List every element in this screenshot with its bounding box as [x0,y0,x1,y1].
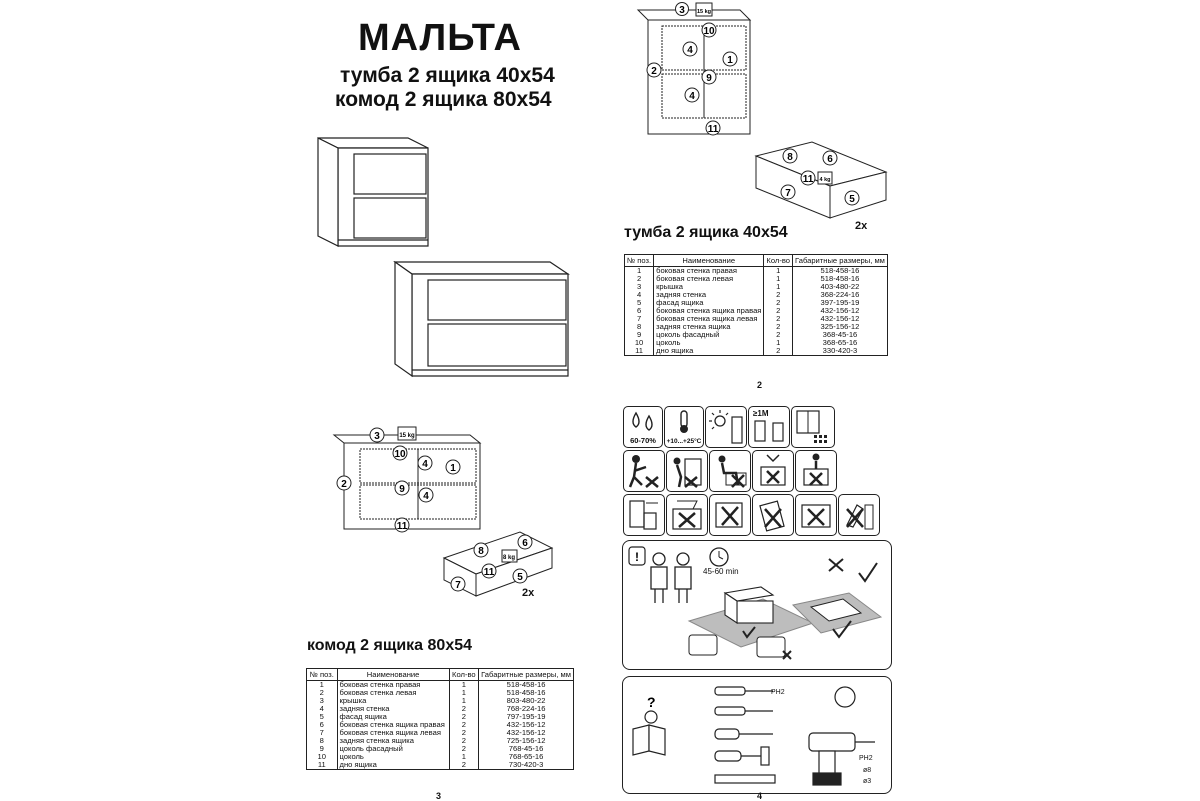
table-cell-qty: 1 [764,275,793,283]
tumba-exploded-diagram [636,2,761,137]
table-cell-dims: 518-458-16 [479,689,574,697]
table-cell-pos: 5 [625,299,654,307]
table-cell-pos: 3 [625,283,654,291]
no-chemicals-icon [838,494,880,536]
callout-9: 10 [394,449,406,460]
table-cell-pos: 11 [625,347,654,356]
komod-drawer-diagram [440,528,565,608]
table-cell-qty: 2 [764,331,793,339]
table-cell-qty: 2 [764,323,793,331]
svg-text:5: 5 [517,572,523,583]
table-cell-qty: 1 [449,681,479,690]
table-cell-pos: 6 [307,721,338,729]
table-cell-name: крышка [337,697,449,705]
table-cell-qty: 2 [449,761,479,770]
chest-illustration [390,250,580,385]
svg-text:9: 9 [706,73,712,84]
table-cell-dims: 368-45-16 [793,331,888,339]
no-stand-on-icon [795,450,837,492]
tip-over-icon [666,494,708,536]
tumba-drawer-diagram [752,138,892,233]
weight-drawer-label: 8 kg [502,555,516,561]
temperature-icon: +10...+25°C [664,406,704,448]
table-cell-name: задняя стенка [337,705,449,713]
table-cell-name: фасад ящика [337,713,449,721]
svg-text:11: 11 [483,567,495,578]
table-cell-dims: 768-45-16 [479,745,574,753]
callout-4b: 4 [423,491,429,502]
table-cell-name: цоколь фасадный [654,331,764,339]
page-number-4: 4 [757,791,763,801]
page-number-3: 3 [436,791,442,801]
table-cell-dims: 730-420-3 [479,761,574,770]
svg-text:10: 10 [703,26,715,37]
svg-text:2: 2 [651,66,657,77]
nightstand-illustration [310,128,445,253]
table-cell-name: цоколь фасадный [337,745,449,753]
table-cell-qty: 2 [449,713,479,721]
table-cell-dims: 368-65-16 [793,339,888,347]
table-cell-dims: 368-224-16 [793,291,888,299]
no-push-icon [752,494,794,536]
table-row [625,347,888,356]
assembly-preparation-panel [622,540,892,670]
table-cell-name: дно ящика [337,761,449,770]
table-cell-qty: 1 [449,689,479,697]
table-cell-name: крышка [654,283,764,291]
table-cell-name: боковая стенка ящика правая [337,721,449,729]
callout-9b: 9 [399,484,405,495]
tumba-section-title: тумба 2 ящика 40х54 [624,224,788,241]
tool-ph2-b: PH2 [859,755,873,762]
komod-section-title: комод 2 ящика 80х54 [307,637,473,654]
no-lift-by-top-icon [795,494,837,536]
table-cell-dims: 518-458-16 [793,275,888,283]
table-cell-pos: 10 [625,339,654,347]
sunlight-icon [705,406,747,448]
table-cell-name: задняя стенка [654,291,764,299]
table-cell-dims: 725-156-12 [479,737,574,745]
table-cell-pos: 9 [625,331,654,339]
svg-text:4: 4 [687,45,693,56]
callout-2: 2 [341,479,347,490]
wall-mount-icon [623,494,665,536]
table-cell-pos: 7 [307,729,338,737]
svg-text:11: 11 [802,174,814,185]
svg-text:?: ? [647,694,656,710]
no-overload-icon [752,450,794,492]
table-cell-name: боковая стенка ящика левая [337,729,449,737]
table-cell-pos: 5 [307,713,338,721]
table-cell-pos: 3 [307,697,338,705]
table-cell-name: боковая стенка ящика левая [654,315,764,323]
weight-top-label: 15 kg [399,433,415,439]
tumba-parts-table: № поз. Наименование Кол-во Габаритные размеры, мм 1 боковая стенка правая 1 518-458-16 2 боковая стенка левая 1 518-458-16 3 крышка 1 403-480-22 4 задняя стенка 2 368-224-16 5 фасад ящика 2 397-195-19 6 боковая стенка ящика правая 2 432-156-12 7 боковая стенка ящика левая 2 432-156-12 8 задняя стенка ящика 2 325-156-12 9 цоколь фасадный 2 368-45-16 10 цоколь 1 368-65-16 11 дно ящика 2 330-420-3 [624,254,888,356]
table-cell-qty: 1 [764,267,793,276]
tools-panel [622,676,892,794]
table-cell-dims: 325-156-12 [793,323,888,331]
svg-text:5: 5 [849,194,855,205]
table-cell-qty: 1 [764,283,793,291]
table-cell-pos: 4 [625,291,654,299]
table-cell-name: боковая стенка ящика правая [654,307,764,315]
no-sit-icon [709,450,751,492]
table-cell-qty: 1 [449,697,479,705]
svg-text:6: 6 [522,538,528,549]
svg-text:7: 7 [785,188,791,199]
window-icon [791,406,835,448]
table-cell-pos: 4 [307,705,338,713]
table-cell-name: фасад ящика [654,299,764,307]
callout-1: 1 [450,463,456,474]
komod-drawer-qty: 2x [522,587,535,599]
table-cell-qty: 1 [764,339,793,347]
page-number-2: 2 [757,380,763,390]
svg-text:8: 8 [787,152,793,163]
table-cell-name: цоколь [654,339,764,347]
svg-text:4: 4 [689,91,695,102]
table-cell-dims: 768-224-16 [479,705,574,713]
table-cell-qty: 2 [449,745,479,753]
table-cell-pos: 1 [307,681,338,690]
table-cell-qty: 2 [449,737,479,745]
product-subtitle-tumba: тумба 2 ящика 40х54 [340,64,555,87]
table-cell-dims: 518-458-16 [479,681,574,690]
product-title: МАЛЬТА [358,17,522,59]
table-row [307,761,574,770]
svg-text:6: 6 [827,154,833,165]
table-cell-dims: 797-195-19 [479,713,574,721]
table-cell-qty: 2 [764,291,793,299]
table-cell-pos: 9 [307,745,338,753]
table-cell-qty: 2 [764,299,793,307]
svg-text:8: 8 [478,546,484,557]
table-cell-qty: 2 [449,729,479,737]
tumba-weight-drawer: 4 kg [819,177,831,183]
table-cell-pos: 8 [625,323,654,331]
table-cell-name: боковая стенка правая [654,267,764,276]
callout-4: 4 [422,459,428,470]
table-cell-name: задняя стенка ящика [337,737,449,745]
table-cell-qty: 2 [449,705,479,713]
table-cell-dims: 803-480-22 [479,697,574,705]
table-cell-name: задняя стенка ящика [654,323,764,331]
tool-ph2-a: PH2 [771,689,785,696]
table-cell-name: дно ящика [654,347,764,356]
svg-text:3: 3 [679,5,685,16]
table-cell-dims: 403-480-22 [793,283,888,291]
table-cell-dims: 432-156-12 [793,307,888,315]
table-cell-pos: 6 [625,307,654,315]
table-cell-dims: 397-195-19 [793,299,888,307]
table-cell-qty: 2 [764,307,793,315]
tool-drill-3: ø3 [863,778,872,785]
svg-text:11: 11 [707,124,719,135]
no-climb-icon [623,450,665,492]
svg-text:1: 1 [727,55,733,66]
table-cell-qty: 2 [449,721,479,729]
table-cell-pos: 2 [307,689,338,697]
svg-text:!: ! [635,550,639,564]
table-cell-qty: 2 [764,315,793,323]
table-cell-dims: 432-156-12 [479,721,574,729]
table-cell-name: боковая стенка левая [654,275,764,283]
table-cell-qty: 1 [449,753,479,761]
table-cell-name: цоколь [337,753,449,761]
humidity-icon: 60-70% [623,406,663,448]
table-cell-dims: 768-65-16 [479,753,574,761]
table-cell-pos: 8 [307,737,338,745]
tumba-drawer-qty: 2x [855,220,868,232]
table-cell-qty: 2 [764,347,793,356]
table-cell-name: боковая стенка правая [337,681,449,690]
table-cell-pos: 1 [625,267,654,276]
no-drag-icon [709,494,751,536]
table-cell-dims: 432-156-12 [479,729,574,737]
table-cell-pos: 7 [625,315,654,323]
callout-10: 11 [396,521,408,532]
table-cell-name: боковая стенка левая [337,689,449,697]
product-subtitle-komod: комод 2 ящика 80х54 [335,88,552,111]
distance-icon: ≥1M [748,406,790,448]
assembly-time-label: 45-60 min [703,567,739,576]
no-lean-icon [666,450,708,492]
svg-text:7: 7 [455,580,461,591]
callout-3: 3 [374,431,380,442]
komod-parts-table: № поз. Наименование Кол-во Габаритные размеры, мм 1 боковая стенка правая 1 518-458-16 2 боковая стенка левая 1 518-458-16 3 крышка 1 803-480-22 4 задняя стенка 2 768-224-16 5 фасад ящика 2 797-195-19 6 боковая стенка ящика правая 2 432-156-12 7 боковая стенка ящика левая 2 432-156-12 8 задняя стенка ящика 2 725-156-12 9 цоколь фасадный 2 768-45-16 10 цоколь 1 768-65-16 11 дно ящика 2 730-420-3 [306,668,574,770]
table-cell-dims: 330-420-3 [793,347,888,356]
tool-drill-8: ø8 [863,767,872,774]
tumba-weight-top: 15 kg [696,9,712,15]
table-cell-pos: 11 [307,761,338,770]
table-cell-pos: 2 [625,275,654,283]
table-cell-dims: 518-458-16 [793,267,888,276]
komod-exploded-diagram [330,425,490,535]
table-cell-pos: 10 [307,753,338,761]
table-cell-dims: 432-156-12 [793,315,888,323]
